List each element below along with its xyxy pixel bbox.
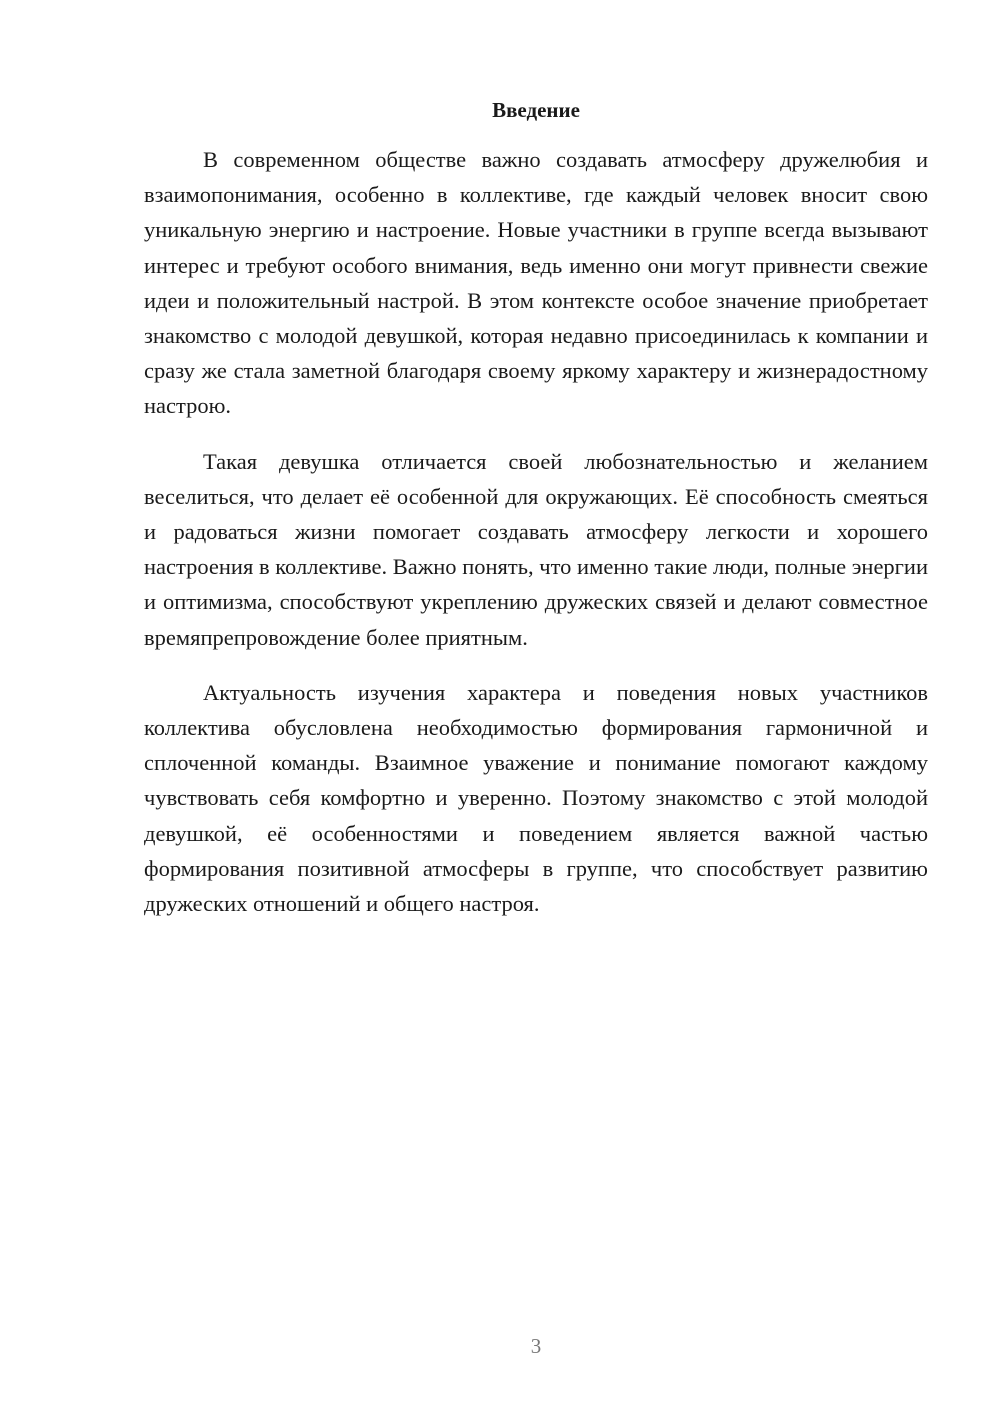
paragraph-1: В современном обществе важно создавать атмосферу дружелюбия и взаимопонимания, особенно в коллективе, где каждый человек вносит свою уникальную энергию и настроение. Новые участники в группе всегда вызывают интерес и требуют особого внимания, ведь именно они могут привнести свежие идеи и положительный настрой. В этом контексте особое значение приобретает знакомство с молодой девушкой, которая недавно присоединилась к компании и сразу же стала заметной благодаря своему яркому характеру и жизнерадостному настрою.	[144, 147, 928, 419]
section-heading: Введение	[492, 98, 580, 122]
paragraph-3: Актуальность изучения характера и поведения новых участников коллектива обусловлена необходимостью формирования гармоничной и сплоченной команды. Взаимное уважение и понимание помогают каждому чувствовать себя комфортно и уверенно. Поэтому знакомство с этой молодой девушкой, её особенностями и поведением является важной частью формирования позитивной атмосферы в группе, что способствует развитию дружеских отношений и общего настроя.	[144, 679, 928, 917]
page-number: 3	[530, 1334, 542, 1358]
paragraph-2: Такая девушка отличается своей любознательностью и желанием веселиться, что делает её особенной для окружающих. Её способность смеяться и радоваться жизни помогает создавать атмосферу легкости и хорошего настроения в коллективе. Важно понять, что именно такие люди, полные энергии и оптимизма, способствуют укреплению дружеских связей и делают совместное времяпрепровождение более приятным.	[144, 448, 928, 650]
body-text	[144, 142, 928, 941]
